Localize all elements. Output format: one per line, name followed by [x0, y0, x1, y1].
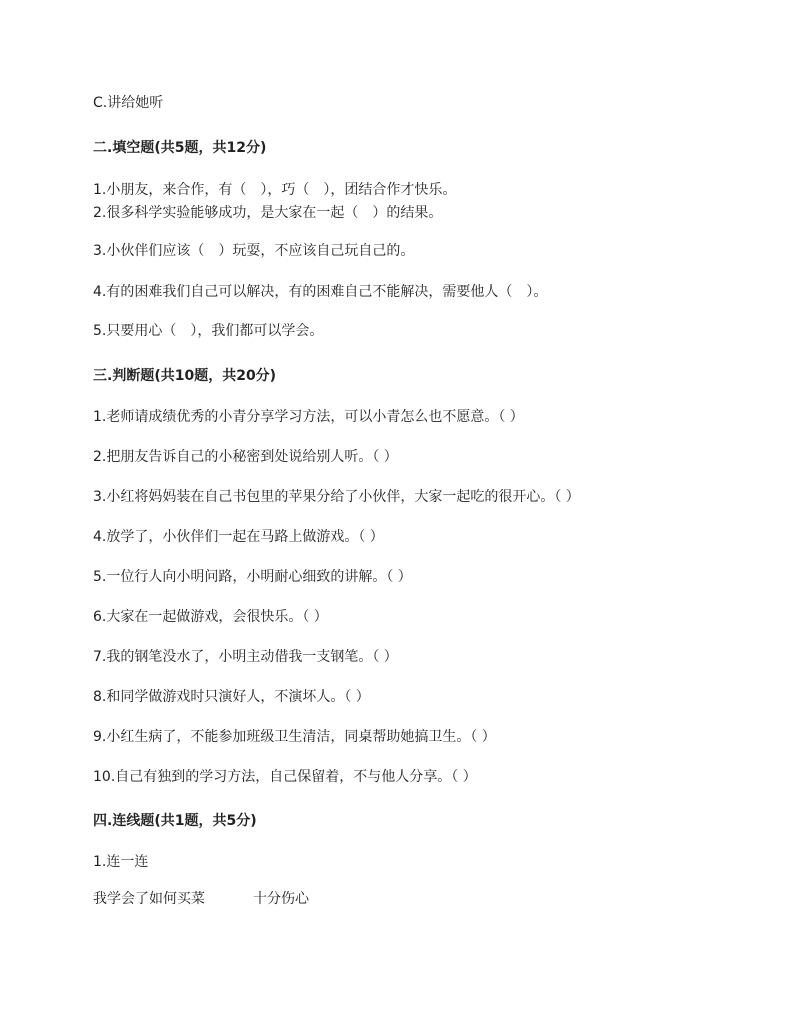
fill-blank-question-4: 4.有的困难我们自己可以解决，有的困难自己不能解决，需要他人（ ）。	[93, 284, 548, 300]
true-false-question-6: 6.大家在一起做游戏，会很快乐。（ ）	[93, 609, 328, 625]
previous-option-c: C.讲给她听	[93, 95, 164, 111]
section-heading-fill-blank: 二.填空题(共5题，共12分)	[93, 140, 267, 156]
true-false-question-9: 9.小红生病了，不能参加班级卫生清洁，同桌帮助她搞卫生。（ ）	[93, 729, 496, 745]
true-false-question-3: 3.小红将妈妈装在自己书包里的苹果分给了小伙伴，大家一起吃的很开心。（ ）	[93, 489, 580, 505]
true-false-question-4: 4.放学了，小伙伴们一起在马路上做游戏。（ ）	[93, 529, 384, 545]
fill-blank-question-3: 3.小伙伴们应该（ ）玩耍，不应该自己玩自己的。	[93, 243, 415, 259]
fill-blank-question-5: 5.只要用心（ ），我们都可以学会。	[93, 323, 324, 339]
section-heading-matching: 四.连线题(共1题，共5分)	[93, 813, 257, 829]
matching-left-item: 我学会了如何买菜	[93, 891, 205, 907]
matching-right-item: 十分伤心	[253, 891, 309, 907]
true-false-question-5: 5.一位行人向小明问路，小明耐心细致的讲解。（ ）	[93, 569, 412, 585]
true-false-question-10: 10.自己有独到的学习方法，自己保留着，不与他人分享。（ ）	[93, 769, 477, 785]
section-heading-true-false: 三.判断题(共10题，共20分)	[93, 368, 277, 384]
true-false-question-2: 2.把朋友告诉自己的小秘密到处说给别人听。（ ）	[93, 449, 398, 465]
fill-blank-question-1: 1.小朋友，来合作，有（ ），巧（ ），团结合作才快乐。	[93, 182, 457, 198]
matching-question-1: 1.连一连	[93, 854, 149, 870]
true-false-question-8: 8.和同学做游戏时只演好人，不演坏人。（ ）	[93, 689, 370, 705]
true-false-question-7: 7.我的钢笔没水了，小明主动借我一支钢笔。（ ）	[93, 649, 398, 665]
true-false-question-1: 1.老师请成绩优秀的小青分享学习方法，可以小青怎么也不愿意。（ ）	[93, 409, 524, 425]
fill-blank-question-2: 2.很多科学实验能够成功，是大家在一起（ ）的结果。	[93, 205, 443, 221]
